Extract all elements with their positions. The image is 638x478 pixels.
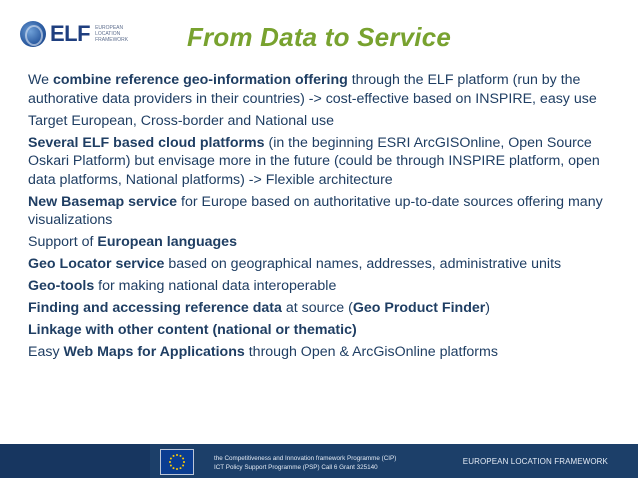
paragraph [28, 134, 603, 190]
text: through Open & ArcGisOnline platforms [244, 344, 498, 360]
bold-text: Finding and accessing reference data [28, 300, 282, 316]
programme-line: ICT Policy Support Programme (PSP) Call 6 Grant 325140 [214, 464, 378, 471]
text: at source ( [281, 300, 353, 316]
text: Target European, Cross-border and National use [28, 112, 334, 129]
paragraph [28, 277, 603, 296]
paragraph [28, 71, 603, 108]
bold-text: combine reference geo-information offering [52, 72, 348, 88]
bold-text: Several ELF based cloud platforms [28, 134, 265, 151]
slide-title: From Data to Service [186, 22, 452, 52]
top-bar [0, 0, 638, 3]
programme-text [214, 454, 396, 472]
eu-stars-icon [161, 450, 193, 474]
paragraph [28, 299, 603, 318]
footer-stripe [0, 444, 150, 478]
logo-text: ELF [50, 21, 91, 46]
programme-line: the Competitiveness and Innovation framework Programme (CIP) [214, 455, 397, 462]
text: for Europe based on authoritative up-to-date sources offering many visualizations [28, 193, 603, 228]
logo-subtitle-line: EUROPEAN [95, 25, 124, 31]
logo-subtitle-line: LOCATION [95, 31, 121, 37]
paragraph [28, 343, 603, 362]
text: Easy [28, 344, 64, 360]
text: through the ELF platform (run by the authorative data providers in their countries) -> cost-effective based on INSPIRE, easy use [28, 72, 597, 107]
slide-content [28, 71, 603, 365]
text: for making national data interoperable [94, 278, 337, 294]
text: We [28, 72, 53, 88]
bold-text: European languages [97, 234, 237, 250]
paragraph [28, 321, 603, 340]
logo-subtitle-line: FRAMEWORK [95, 37, 129, 43]
footer-label: EUROPEAN LOCATION FRAMEWORK [462, 457, 608, 466]
bold-text: Geo-tools [28, 278, 95, 294]
paragraph [28, 255, 603, 274]
text: ) [485, 300, 491, 316]
text: Support of [28, 234, 98, 250]
bold-text: Geo Product Finder [352, 300, 486, 316]
eu-flag-icon [160, 449, 194, 475]
bold-text: Geo Locator service [28, 256, 165, 272]
bold-text: Web Maps for Applications [63, 344, 245, 360]
paragraph [28, 193, 603, 230]
text: (in the beginning ESRI ArcGISOnline, Open Source Oskari Platform) but envisage more in the future (could be through INSPIRE platform, open data platforms, National platforms) -> Flexible architecture [28, 134, 600, 188]
paragraph [28, 112, 603, 131]
text: based on geographical names, addresses, administrative units [164, 256, 562, 272]
bold-text: New Basemap service [28, 193, 178, 210]
bold-text: Linkage with other content (national or thematic) [28, 322, 357, 338]
paragraph [28, 233, 603, 252]
